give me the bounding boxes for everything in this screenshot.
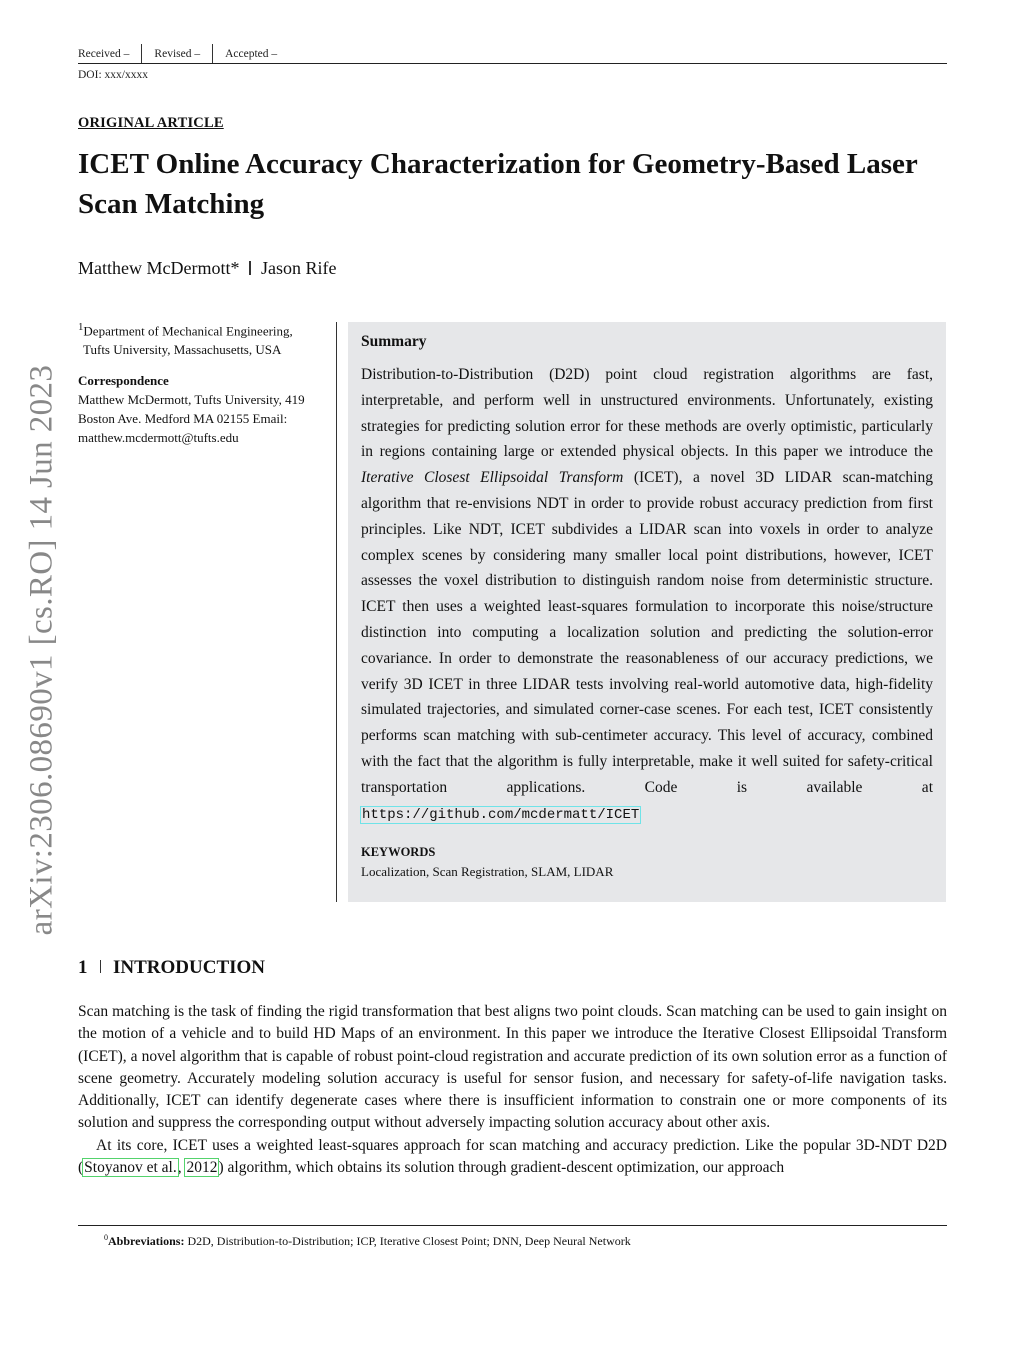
emphasis: Iterative Closest Ellipsoidal Transform xyxy=(361,469,624,487)
affiliation: $^1$Department of Mechanical Engineering, xyxy=(78,321,293,339)
footnote: $^0$Abbreviations: D2D, Distribution-to-Distribution; ICP, Iterative Closest Point; DNN, Deep Neural Network xyxy=(104,1233,631,1248)
citation-year-link[interactable]: 2012 xyxy=(186,1159,218,1177)
column-divider xyxy=(336,322,337,902)
citation-link[interactable]: Stoyanov et al. xyxy=(84,1159,177,1177)
author-list xyxy=(78,258,336,279)
summary-text: Distribution-to-Distribution (D2D) point cloud registration algorithms are fast, interpretable, and perform well in unstructured environments. Unfortunately, existing strategies for predicting solution error for these methods are overly optimistic, particularly in regions containing large or extended physical objects. In this paper we introduce the Iterative Closest Ellipsoidal Transform (ICET), a novel 3D LIDAR scan-matching algorithm that re-envisions NDT in order to provide robust accuracy prediction from first principles. Like NDT, ICET subdivides a LIDAR scan into voxels in order to analyze complex scenes by considering many smaller local point distributions, however, ICET assesses the voxel distribution to distinguish random noise from deterministic structure. ICET then uses a weighted least-squares formulation to incorporate this noise/structure distinction into computing a localization solution and predicting the solution-error covariance. In order to demonstrate the reasonableness of our accuracy predictions, we verify 3D ICET in three LIDAR tests involving real-world automotive data, high-fidelity simulated trajectories, and simulated corner-case scenes. For each test, ICET consistently performs scan matching with sub-centimeter accuracy. This level of accuracy, combined with the fact that the algorithm is fully interpretable, make it well suited for safety-critical transportation applications. Code is available at https://github.com/mcdermatt/ICET xyxy=(361,366,933,823)
author-name: Jason Rife xyxy=(260,258,337,278)
article-type: ORIGINAL ARTICLE xyxy=(78,115,224,131)
footnote-label: Abbreviations: xyxy=(108,1234,185,1248)
received-label: Received – xyxy=(78,48,130,60)
accepted-label: Accepted – xyxy=(225,48,278,60)
intro-body xyxy=(78,1001,947,1179)
summary-heading: Summary xyxy=(361,333,427,350)
paper-title: ICET Online Accuracy Characterization for Geometry-Based Laser Scan Matching xyxy=(78,148,918,220)
correspondence-text: Matthew McDermott, Tufts University, 419 Boston Ave. Medford MA 02155 Email: matthew.mcdermott@tufts.edu xyxy=(78,392,305,446)
keywords-text: Localization, Scan Registration, SLAM, LIDAR xyxy=(361,864,614,879)
paragraph: Scan matching is the task of finding the rigid transformation that best aligns two point clouds. Scan matching can be used to gain insight on the motion of a vehicle and to build HD Maps of an environment. In this paper we introduce the Iterative Closest Ellipsoidal Transform (ICET), a novel algorithm that is capable of robust point-cloud registration and accurate prediction of its own solution error as a function of scene geometry. Accurately modeling solution accuracy is useful for sensor fusion, and necessary for safety-of-life navigation tasks. Additionally, ICET can identify degenerate cases where there is insufficient information to constrain one or more components of its solution and suppress the corresponding output without adversely impacting solution accuracy about other axis. xyxy=(78,1003,947,1132)
paragraph: At its core, ICET uses a weighted least-squares approach for scan matching and accuracy prediction. Like the popular 3D-NDT D2D (Stoyanov et al., 2012) algorithm, which obtains its solution through gradient-descent optimization, our approach xyxy=(78,1136,947,1177)
author-name: Matthew McDermott* xyxy=(78,258,240,278)
keywords-heading: KEYWORDS xyxy=(361,845,436,859)
author-separator xyxy=(249,261,251,275)
arxiv-stamp[interactable]: arXiv:2306.08690v1 [cs.RO] 14 Jun 2023 xyxy=(23,364,60,936)
revised-label: Revised – xyxy=(154,48,201,60)
affiliation-block xyxy=(78,318,328,447)
header-dates xyxy=(78,44,289,64)
doi: DOI: xxx/xxxx xyxy=(78,69,148,81)
section-number: 1 xyxy=(78,957,88,978)
section-title: INTRODUCTION xyxy=(113,957,266,978)
section-heading xyxy=(78,957,265,979)
code-link[interactable]: https://github.com/mcdermatt/ICET xyxy=(362,806,640,823)
correspondence-heading: Correspondence xyxy=(78,373,169,389)
section-separator xyxy=(100,960,102,973)
footnote-rule xyxy=(78,1225,947,1226)
header-rule xyxy=(78,63,947,64)
affiliation-line: Tufts University, Massachusetts, USA xyxy=(83,342,282,358)
